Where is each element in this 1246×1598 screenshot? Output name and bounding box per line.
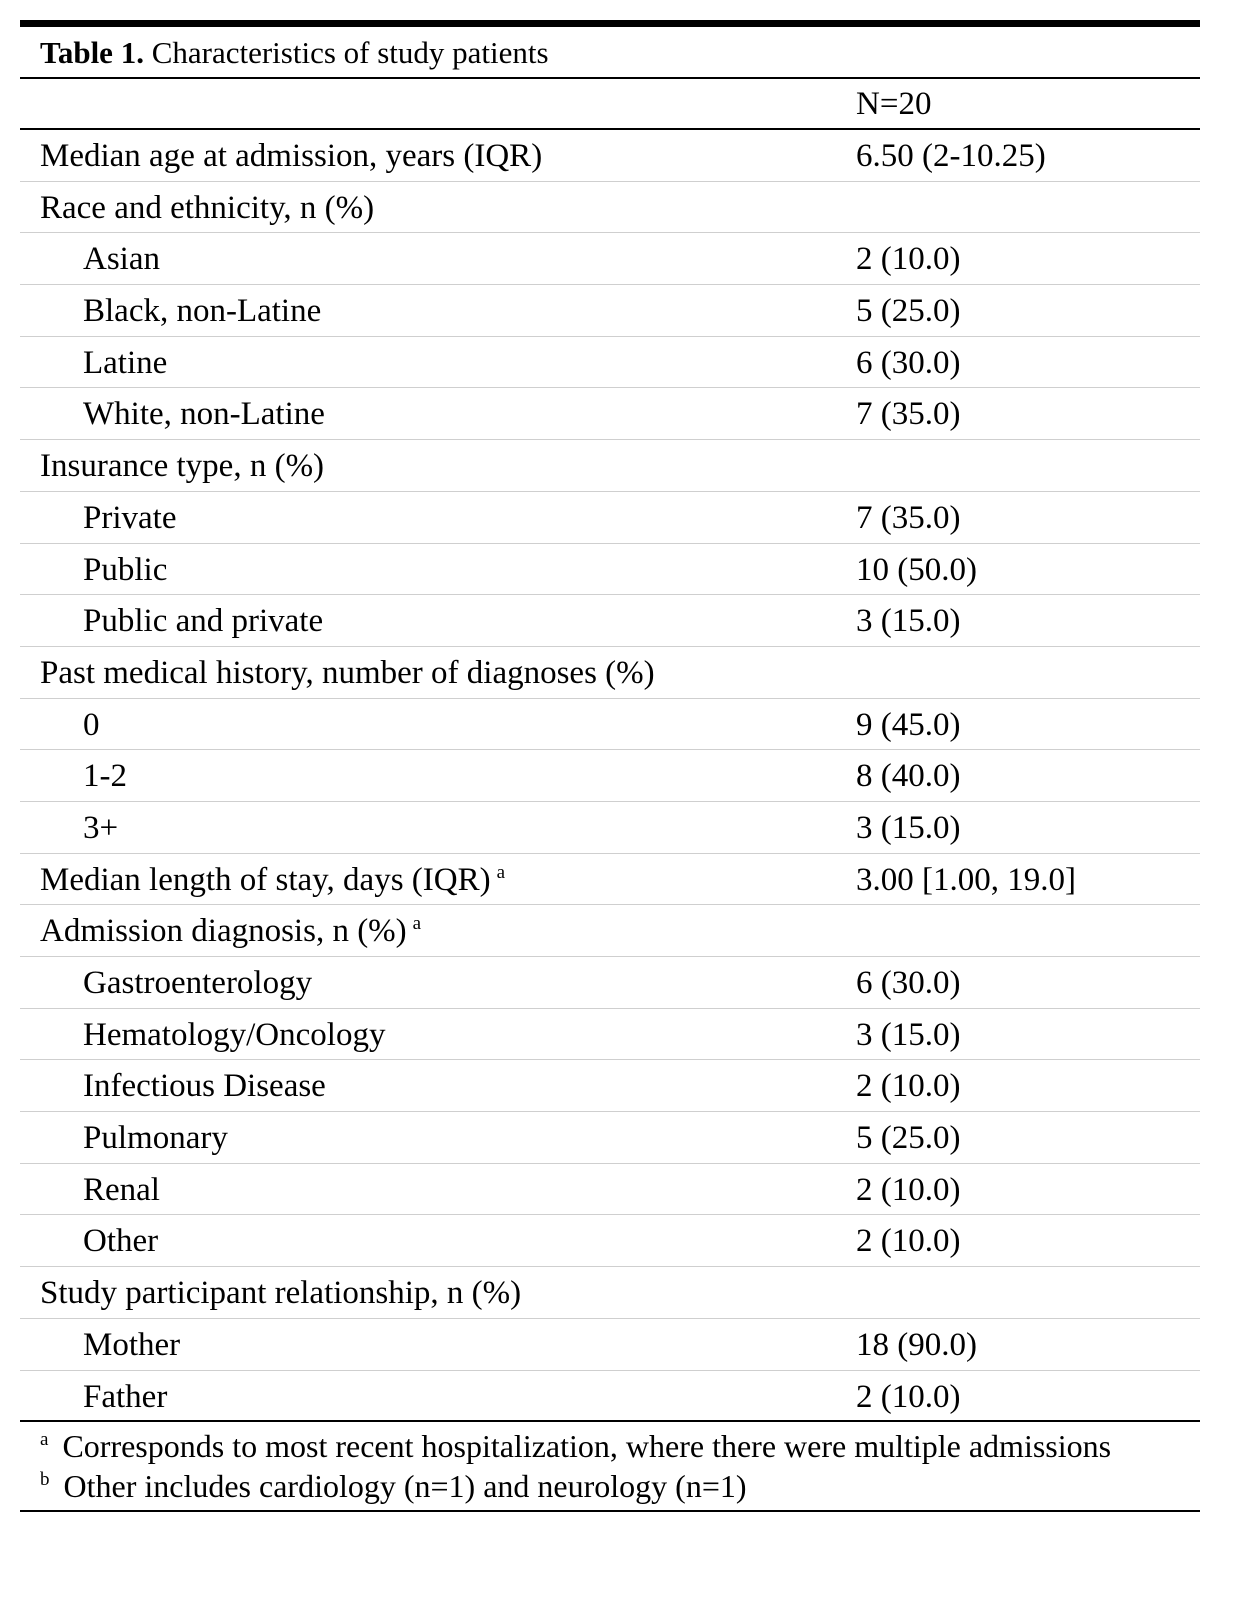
table-row	[20, 492, 1200, 544]
row-value: 10 (50.0)	[856, 551, 977, 588]
row-label	[40, 854, 505, 906]
caption-text: Characteristics of study patients	[143, 35, 549, 70]
row-label	[83, 1164, 160, 1216]
row-label-text: Median length of stay, days (IQR)	[40, 861, 491, 898]
row-value: 2 (10.0)	[856, 1171, 961, 1208]
row-label	[40, 130, 542, 182]
row-value: 2 (10.0)	[856, 1223, 961, 1260]
characteristics-table	[20, 20, 1200, 1512]
row-label-text: Pulmonary	[83, 1120, 228, 1157]
table-row	[20, 1215, 1200, 1267]
row-value: 6 (30.0)	[856, 344, 961, 381]
row-value: 2 (10.0)	[856, 1068, 961, 1105]
table-section-row	[20, 1267, 1200, 1319]
column-header-row	[20, 79, 1200, 130]
row-label-text: Admission diagnosis, n (%)	[40, 913, 407, 950]
table-row	[20, 802, 1200, 854]
row-value: 6.50 (2-10.25)	[856, 138, 1046, 174]
row-label	[83, 1112, 228, 1164]
footnote-mark: a	[40, 1429, 49, 1451]
footnote-marker: a	[412, 913, 422, 935]
footnote-mark: b	[40, 1469, 50, 1491]
table-section-row	[20, 647, 1200, 699]
top-rule	[20, 20, 1200, 27]
table-section-row	[20, 182, 1200, 234]
row-label-text: Black, non-Latine	[83, 293, 322, 330]
row-label-text: Renal	[83, 1171, 160, 1208]
row-value: 8 (40.0)	[856, 758, 961, 795]
table-row	[20, 1371, 1200, 1423]
row-label	[83, 233, 160, 285]
row-label-text: Father	[83, 1378, 168, 1415]
table-caption	[20, 27, 1200, 79]
row-label-text: Study participant relationship, n (%)	[40, 1275, 522, 1312]
row-label	[83, 750, 127, 802]
row-label	[83, 285, 321, 337]
column-header: N=20	[856, 86, 932, 122]
table-row	[20, 1164, 1200, 1216]
row-label	[83, 1060, 326, 1112]
row-value: 3 (15.0)	[856, 603, 961, 640]
table-section-row	[20, 130, 1200, 182]
table-row	[20, 233, 1200, 285]
row-value: 7 (35.0)	[856, 396, 961, 433]
footnote-text: Corresponds to most recent hospitalization, where there were multiple admissions	[54, 1428, 1112, 1465]
row-label-text: 1-2	[83, 758, 127, 795]
row-value: 9 (45.0)	[856, 706, 961, 743]
row-label-text: 0	[83, 706, 100, 743]
row-label	[83, 802, 118, 854]
table-row	[20, 337, 1200, 389]
row-label-text: Other	[83, 1223, 159, 1260]
table-row	[20, 699, 1200, 751]
table-section-row	[20, 854, 1200, 906]
row-label	[83, 1215, 158, 1267]
table-row	[20, 750, 1200, 802]
row-value: 5 (25.0)	[856, 293, 961, 330]
caption-label: Table 1.	[40, 35, 144, 70]
row-label-text: Median age at admission, years (IQR)	[40, 138, 543, 174]
footnote	[40, 1466, 1200, 1506]
footnote	[40, 1426, 1200, 1466]
row-label-text: Past medical history, number of diagnoses (%)	[40, 654, 655, 691]
row-label-text: Public	[83, 551, 168, 588]
row-value: 5 (25.0)	[856, 1120, 961, 1157]
row-label-text: White, non-Latine	[83, 396, 325, 433]
row-label	[40, 182, 374, 234]
row-label	[83, 1371, 167, 1423]
row-label-text: Asian	[83, 241, 160, 278]
table-row	[20, 1009, 1200, 1061]
row-label-text: Insurance type, n (%)	[40, 448, 325, 485]
table-row	[20, 544, 1200, 596]
table-row	[20, 285, 1200, 337]
row-value: 2 (10.0)	[856, 241, 961, 278]
table-footnotes	[20, 1422, 1200, 1512]
table-section-row	[20, 905, 1200, 957]
row-label	[83, 699, 100, 751]
footnote-text: Other includes cardiology (n=1) and neurology (n=1)	[55, 1468, 747, 1505]
table-row	[20, 595, 1200, 647]
row-label-text: Mother	[83, 1326, 181, 1363]
table-row	[20, 1319, 1200, 1371]
row-label	[83, 492, 176, 544]
row-label	[83, 1009, 385, 1061]
row-label	[40, 647, 655, 699]
row-label	[83, 388, 325, 440]
table-section-row	[20, 440, 1200, 492]
row-label-text: Gastroenterology	[83, 965, 313, 1001]
row-label	[83, 595, 323, 647]
row-value: 3 (15.0)	[856, 809, 961, 846]
table-body	[20, 130, 1200, 1422]
row-label	[40, 905, 421, 957]
row-label	[40, 440, 324, 492]
row-label-text: Infectious Disease	[83, 1068, 326, 1105]
table-row	[20, 1060, 1200, 1112]
row-label-text: Latine	[83, 344, 168, 381]
row-label	[83, 1319, 180, 1371]
table-row	[20, 957, 1200, 1009]
row-value: 18 (90.0)	[856, 1326, 977, 1363]
table-row	[20, 1112, 1200, 1164]
footnote-marker: a	[496, 861, 506, 883]
row-label-text: 3+	[83, 809, 119, 846]
row-label	[83, 544, 167, 596]
row-value: 6 (30.0)	[856, 965, 961, 1001]
row-label-text: Public and private	[83, 603, 324, 640]
row-label	[40, 1267, 521, 1319]
row-label-text: Hematology/Oncology	[83, 1016, 386, 1053]
row-value: 2 (10.0)	[856, 1378, 961, 1415]
row-value: 3.00 [1.00, 19.0]	[856, 861, 1076, 898]
row-label	[83, 337, 167, 389]
row-label-text: Race and ethnicity, n (%)	[40, 189, 375, 226]
row-label	[83, 957, 312, 1009]
row-label-text: Private	[83, 499, 177, 536]
row-value: 3 (15.0)	[856, 1016, 961, 1053]
row-value: 7 (35.0)	[856, 499, 961, 536]
table-row	[20, 388, 1200, 440]
